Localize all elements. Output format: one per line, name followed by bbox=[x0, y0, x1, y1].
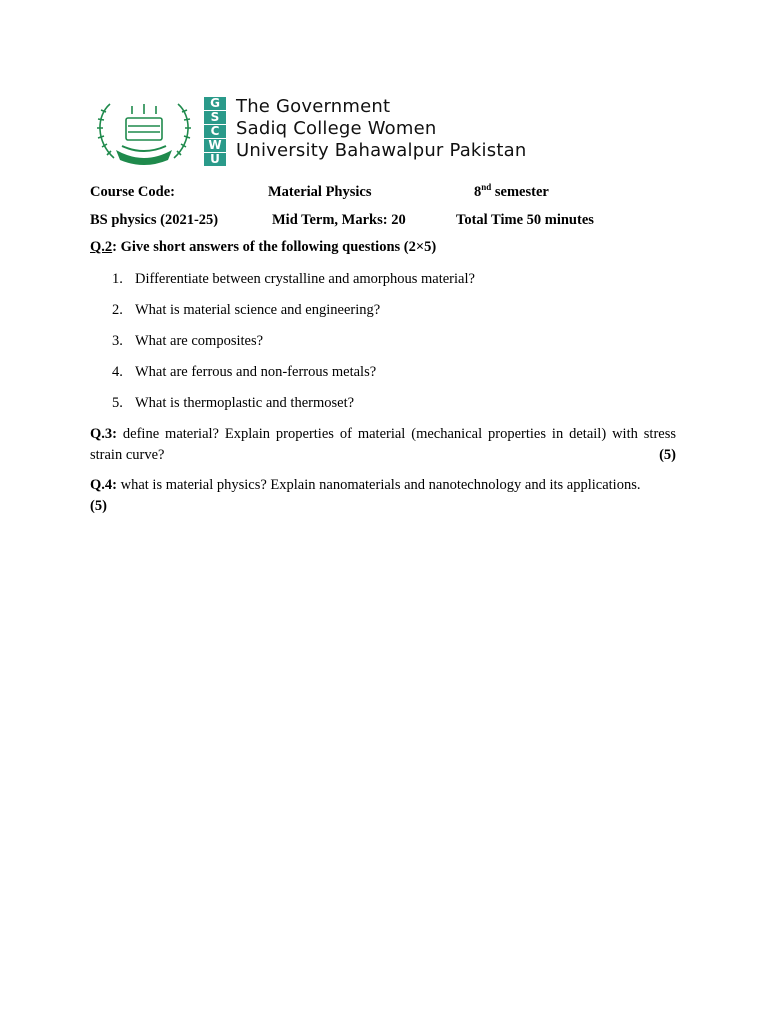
question-2-text: : Give short answers of the following questions (2×5) bbox=[112, 239, 437, 255]
list-item bbox=[112, 331, 672, 362]
item-number: 3. bbox=[112, 333, 123, 349]
question-2-label: Q.2 bbox=[90, 239, 113, 255]
university-emblem-icon bbox=[92, 96, 196, 168]
semester-word: semester bbox=[491, 184, 549, 200]
initial-letter: W bbox=[204, 139, 226, 152]
semester-number: 8 bbox=[474, 184, 482, 200]
initial-letter: G bbox=[204, 97, 226, 110]
subject-name: Material Physics bbox=[268, 184, 372, 200]
question-3-marks: (5) bbox=[659, 446, 676, 463]
question-4-marks: (5) bbox=[90, 497, 107, 514]
question-2-heading bbox=[90, 239, 436, 256]
item-text: What are ferrous and non-ferrous metals? bbox=[135, 364, 377, 380]
question-4-label: Q.4: bbox=[90, 477, 117, 493]
university-name-line: Sadiq College Women bbox=[236, 118, 437, 139]
short-questions-list bbox=[112, 269, 672, 424]
university-header bbox=[92, 96, 572, 168]
question-4 bbox=[90, 475, 676, 516]
question-3-text: define material? Explain properties of material (mechanical properties in detail) with stress strain curve? bbox=[90, 426, 676, 463]
initial-letter: S bbox=[204, 111, 226, 124]
university-name-line: University Bahawalpur Pakistan bbox=[236, 140, 527, 161]
term-marks: Mid Term, Marks: 20 bbox=[272, 212, 406, 228]
course-code-label: Course Code: bbox=[90, 184, 175, 200]
item-text: What are composites? bbox=[135, 333, 264, 349]
university-name bbox=[236, 96, 526, 162]
item-text: What is material science and engineering? bbox=[135, 302, 381, 318]
item-text: What is thermoplastic and thermoset? bbox=[135, 395, 355, 411]
item-number: 5. bbox=[112, 395, 123, 411]
list-item bbox=[112, 300, 672, 331]
program-label: BS physics (2021-25) bbox=[90, 212, 219, 228]
initial-letter: C bbox=[204, 125, 226, 138]
semester-suffix: nd bbox=[481, 182, 492, 193]
question-3-label: Q.3: bbox=[90, 426, 117, 442]
item-number: 2. bbox=[112, 302, 123, 318]
question-4-text: what is material physics? Explain nanomaterials and nanotechnology and its applications. bbox=[116, 477, 641, 493]
list-item bbox=[112, 393, 672, 424]
item-number: 1. bbox=[112, 271, 123, 287]
initials-column bbox=[204, 97, 226, 167]
total-time: Total Time 50 minutes bbox=[456, 212, 594, 228]
item-text: Differentiate between crystalline and amorphous material? bbox=[135, 271, 475, 287]
university-name-line: The Government bbox=[236, 96, 391, 117]
list-item bbox=[112, 269, 672, 300]
semester bbox=[474, 184, 549, 201]
initial-letter: U bbox=[204, 153, 226, 166]
list-item bbox=[112, 362, 672, 393]
question-3 bbox=[90, 424, 676, 465]
item-number: 4. bbox=[112, 364, 123, 380]
